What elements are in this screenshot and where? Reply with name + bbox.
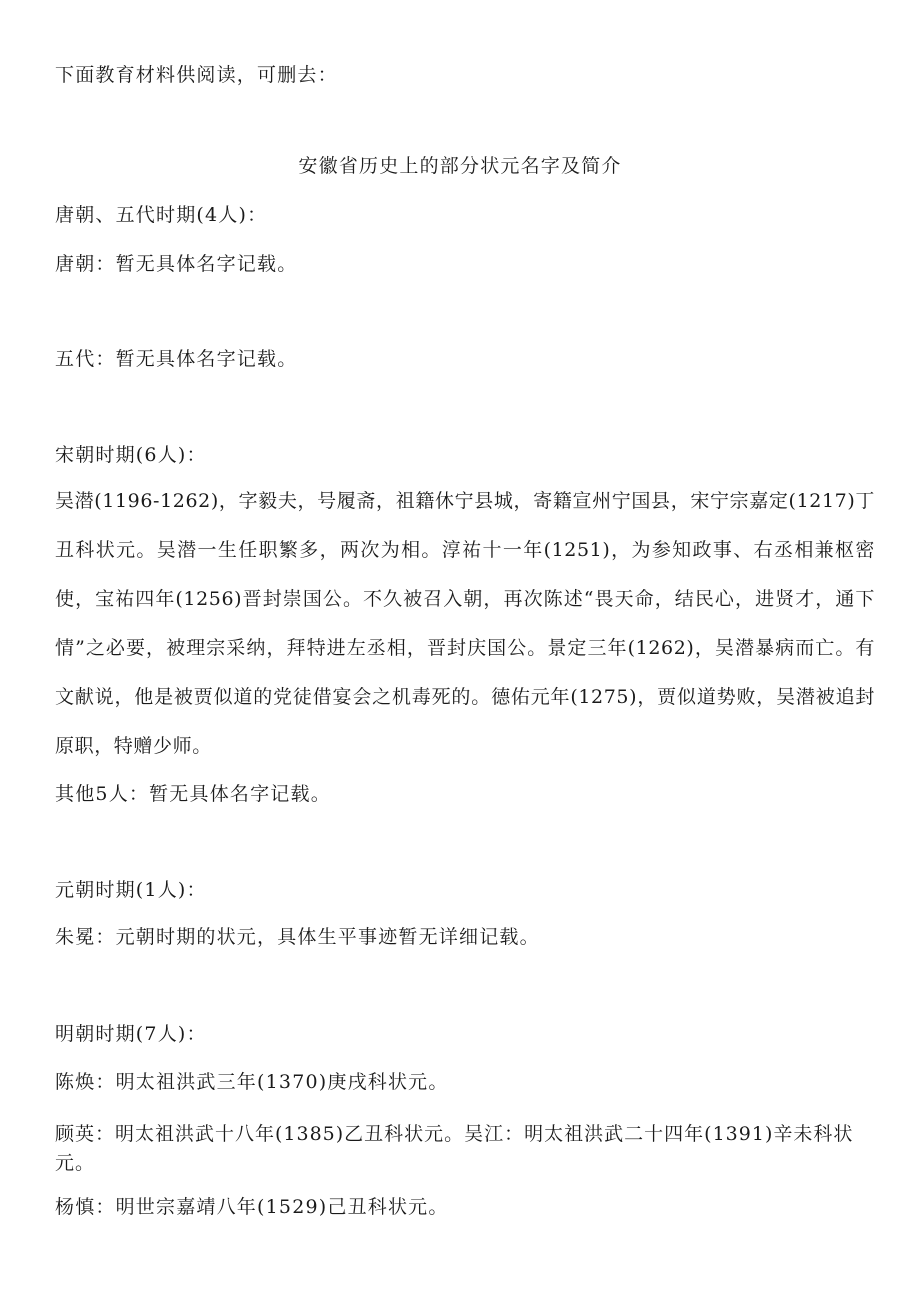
reading-note: 下面教育材料供阅读，可删去： [55, 64, 338, 86]
yang-shen-line: 杨慎：明世宗嘉靖八年(1529)己丑科状元。 [55, 1196, 449, 1218]
tang-line: 唐朝：暂无具体名字记载。 [55, 253, 298, 275]
gu-ying-wu-jiang-paragraph: 顾英：明太祖洪武十八年(1385)乙丑科状元。吴江：明太祖洪武二十四年(1391)辛未科状元。 [55, 1123, 854, 1174]
wudai-line: 五代：暂无具体名字记载。 [55, 348, 298, 370]
wuqian-paragraph: 吴潜(1196-1262)，字毅夫，号履斋，祖籍休宁县城，寄籍宣州宁国县，宋宁宗嘉定(1217)丁丑科状元。吴潜一生任职繁多，两次为相。淳祐十一年(1251)，为参知政事、右丞相兼枢密使，宝祐四年(1256)晋封崇国公。不久被召入朝，再次陈述“畏天命，结民心，进贤才，通下情”之必要，被理宗采纳，拜特进左丞相，晋封庆国公。景定三年(1262)，吴潜暴病而亡。有文献说，他是被贾似道的党徒借宴会之机毒死的。德佑元年(1275)，贾似道势败，吴潜被追封原职，特赠少师。 [55, 490, 875, 757]
song-heading: 宋朝时期(6人)： [55, 444, 207, 466]
page-title: 安徽省历史上的部分状元名字及简介 [298, 155, 622, 177]
ming-heading: 明朝时期(7人)： [55, 1023, 207, 1045]
zhu-mian-line: 朱冕：元朝时期的状元，具体生平事迹暂无详细记载。 [55, 926, 540, 948]
chen-huan-line: 陈焕：明太祖洪武三年(1370)庚戌科状元。 [55, 1071, 449, 1093]
song-others-line: 其他5人：暂无具体名字记载。 [55, 783, 331, 805]
tang-wudai-heading: 唐朝、五代时期(4人)： [55, 204, 268, 226]
yuan-heading: 元朝时期(1人)： [55, 879, 207, 901]
